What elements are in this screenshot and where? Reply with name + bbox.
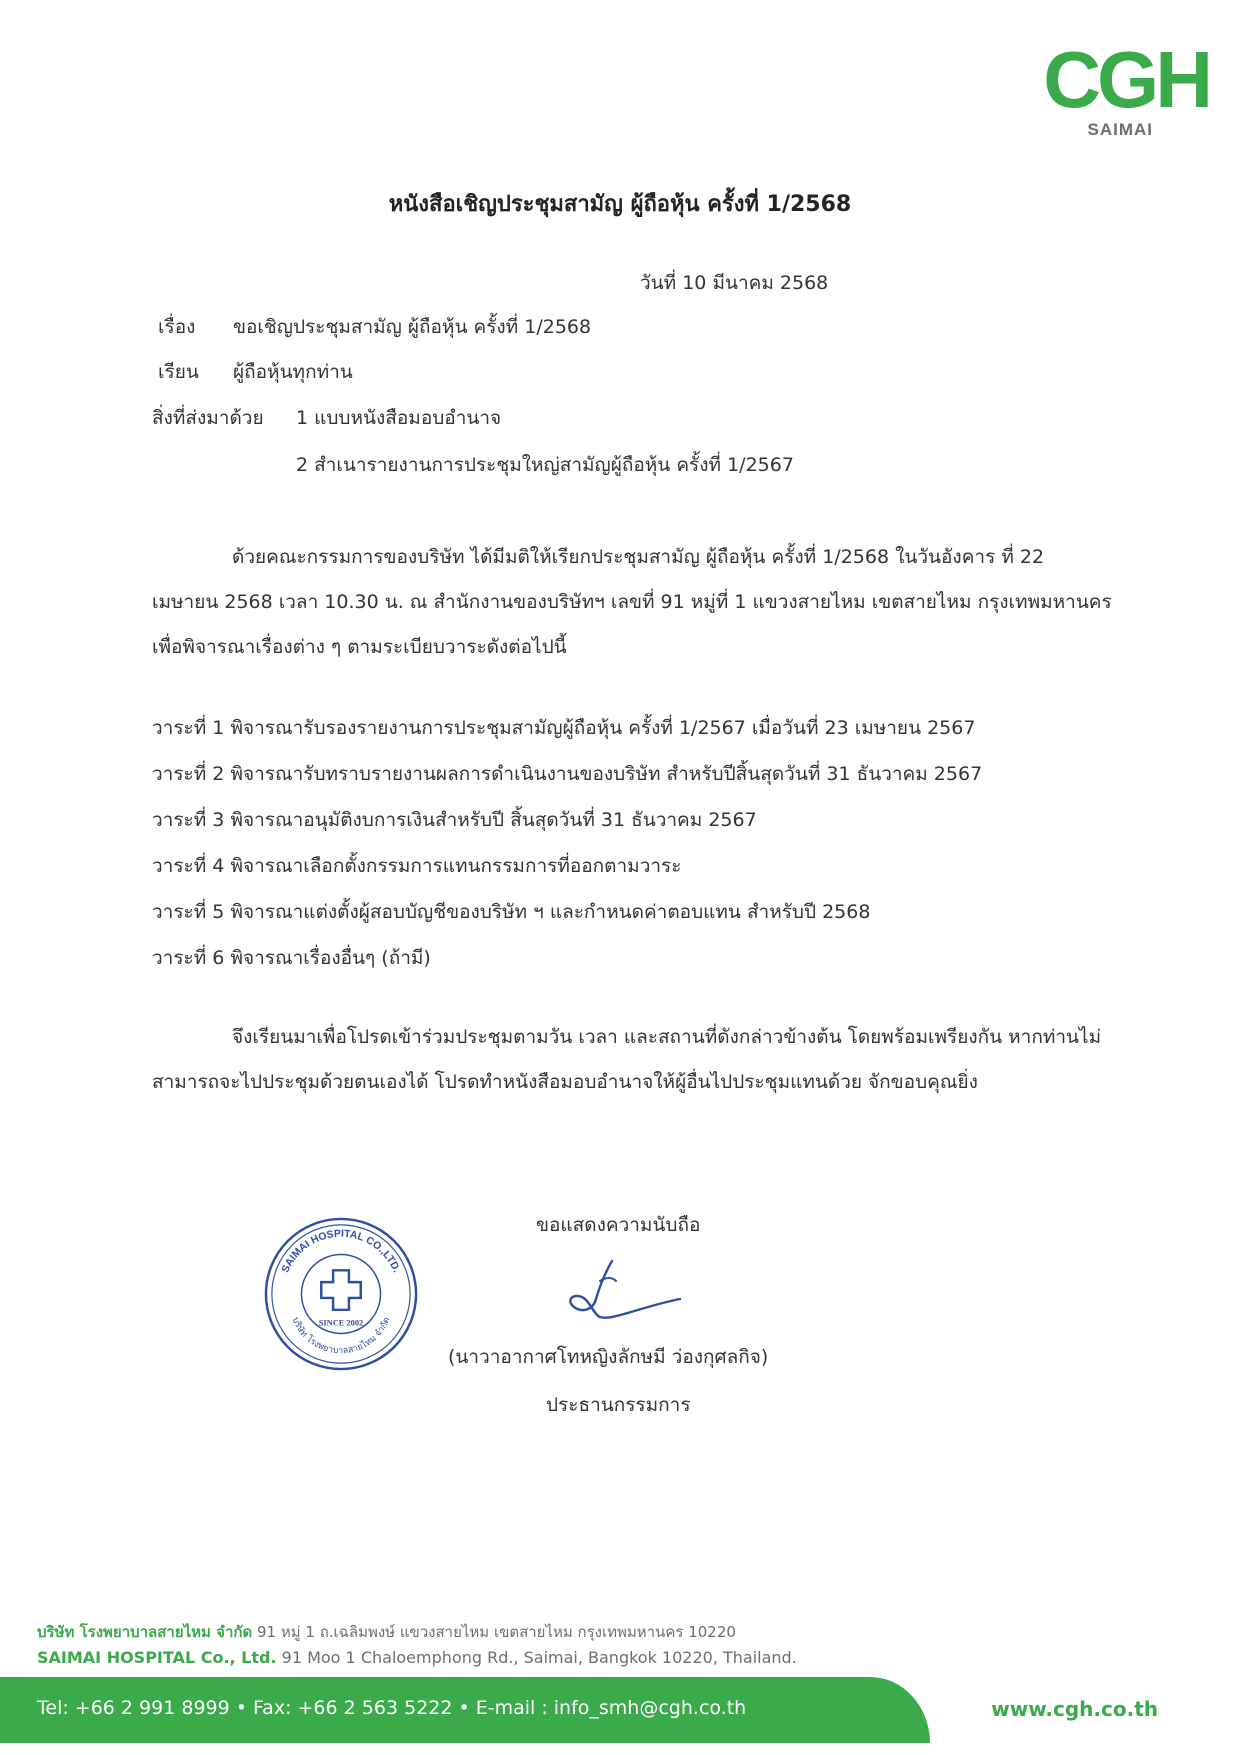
subject-label: เรื่อง — [158, 316, 196, 338]
stamp-middle-text: SINCE 2002 — [318, 1318, 364, 1328]
signature — [560, 1255, 685, 1325]
stamp-top-text: SAIMAI HOSPITAL CO.,LTD. — [280, 1228, 402, 1275]
body-paragraph — [152, 535, 1112, 670]
agenda-item: วาระที่ 4 พิจารณาเลือกตั้งกรรมการแทนกรรมการที่ออกตามวาระ — [152, 855, 682, 877]
signatory-name: (นาวาอากาศโทหญิงลักษมี ว่องกุศลกิจ) — [448, 1346, 769, 1368]
agenda-list — [152, 705, 982, 981]
company-stamp — [262, 1215, 420, 1373]
agenda-item: วาระที่ 5 พิจารณาแต่งตั้งผู้สอบบัญชีของบริษัท ฯ และกำหนดค่าตอบแทน สำหรับปี 2568 — [152, 901, 871, 923]
document-title: หนังสือเชิญประชุมสามัญ ผู้ถือหุ้น ครั้งที่ 1/2568 — [388, 192, 852, 217]
recipient-label: เรียน — [158, 361, 199, 383]
footer-english-company: SAIMAI HOSPITAL Co., Ltd. — [37, 1648, 277, 1667]
stamp-bottom-text: บริษัท โรงพยาบาลสายไหม จำกัด — [289, 1316, 393, 1357]
footer-thai-address-text: 91 หมู่ 1 ถ.เฉลิมพงษ์ แขวงสายไหม เขตสายไหม กรุงเทพมหานคร 10220 — [256, 1623, 736, 1641]
footer-english-address — [37, 1648, 797, 1667]
closing-paragraph — [152, 1015, 1112, 1105]
subject-text: ขอเชิญประชุมสามัญ ผู้ถือหุ้น ครั้งที่ 1/2568 — [233, 316, 592, 338]
footer-thai-address — [37, 1620, 736, 1644]
document-date: วันที่ 10 มีนาคม 2568 — [640, 272, 829, 294]
enclosure-item: 1 แบบหนังสือมอบอำนาจ — [296, 407, 502, 429]
footer-contact: Tel: +66 2 991 8999 • Fax: +66 2 563 5222 • E-mail : info_smh@cgh.co.th — [37, 1697, 747, 1719]
enclosures-label: สิ่งที่ส่งมาด้วย — [152, 407, 264, 429]
website-link[interactable]: www.cgh.co.th — [991, 1697, 1158, 1721]
signatory-position: ประธานกรรมการ — [546, 1394, 691, 1416]
logo-subtitle: SAIMAI — [1087, 120, 1153, 139]
footer-english-address-text: 91 Moo 1 Chaloemphong Rd., Saimai, Bangkok 10220, Thailand. — [281, 1648, 797, 1667]
enclosure-item: 2 สำเนารายงานการประชุมใหญ่สามัญผู้ถือหุ้น ครั้งที่ 1/2567 — [296, 454, 794, 476]
body-paragraph-text: ด้วยคณะกรรมการของบริษัท ได้มีมติให้เรียกประชุมสามัญ ผู้ถือหุ้น ครั้งที่ 1/2568 ในวันอังคาร ที่ 22 เมษายน 2568 เวลา 10.30 น. ณ สำนักงานของบริษัทฯ เลขที่ 91 หมู่ที่ 1 แขวงสายไหม เขตสายไหม กรุงเทพมหานคร เพื่อพิจารณาเรื่องต่าง ๆ ตามระเบียบวาระดังต่อไปนี้ — [152, 546, 1112, 658]
agenda-item: วาระที่ 2 พิจารณารับทราบรายงานผลการดำเนินงานของบริษัท สำหรับปีสิ้นสุดวันที่ 31 ธันวาคม 2567 — [152, 763, 983, 785]
closing-paragraph-text: จึงเรียนมาเพื่อโปรดเข้าร่วมประชุมตามวัน เวลา และสถานที่ดังกล่าวข้างต้น โดยพร้อมเพรียงกัน หากท่านไม่สามารถจะไปประชุมด้วยตนเองได้ โปรดทำหนังสือมอบอำนาจให้ผู้อื่นไปประชุมแทนด้วย จักขอบคุณยิ่ง — [152, 1026, 1102, 1093]
cross-icon — [321, 1270, 361, 1310]
agenda-item: วาระที่ 1 พิจารณารับรองรายงานการประชุมสามัญผู้ถือหุ้น ครั้งที่ 1/2567 เมื่อวันที่ 23 เมษายน 2567 — [152, 717, 976, 739]
agenda-item: วาระที่ 6 พิจารณาเรื่องอื่นๆ (ถ้ามี) — [152, 947, 431, 969]
agenda-item: วาระที่ 3 พิจารณาอนุมัติงบการเงินสำหรับปี สิ้นสุดวันที่ 31 ธันวาคม 2567 — [152, 809, 757, 831]
logo-mark: CGH — [1043, 35, 1209, 124]
regards-text: ขอแสดงความนับถือ — [536, 1214, 701, 1236]
footer-thai-company: บริษัท โรงพยาบาลสายไหม จำกัด — [37, 1623, 253, 1641]
cgh-logo — [1009, 35, 1209, 140]
recipient-text: ผู้ถือหุ้นทุกท่าน — [233, 361, 353, 383]
